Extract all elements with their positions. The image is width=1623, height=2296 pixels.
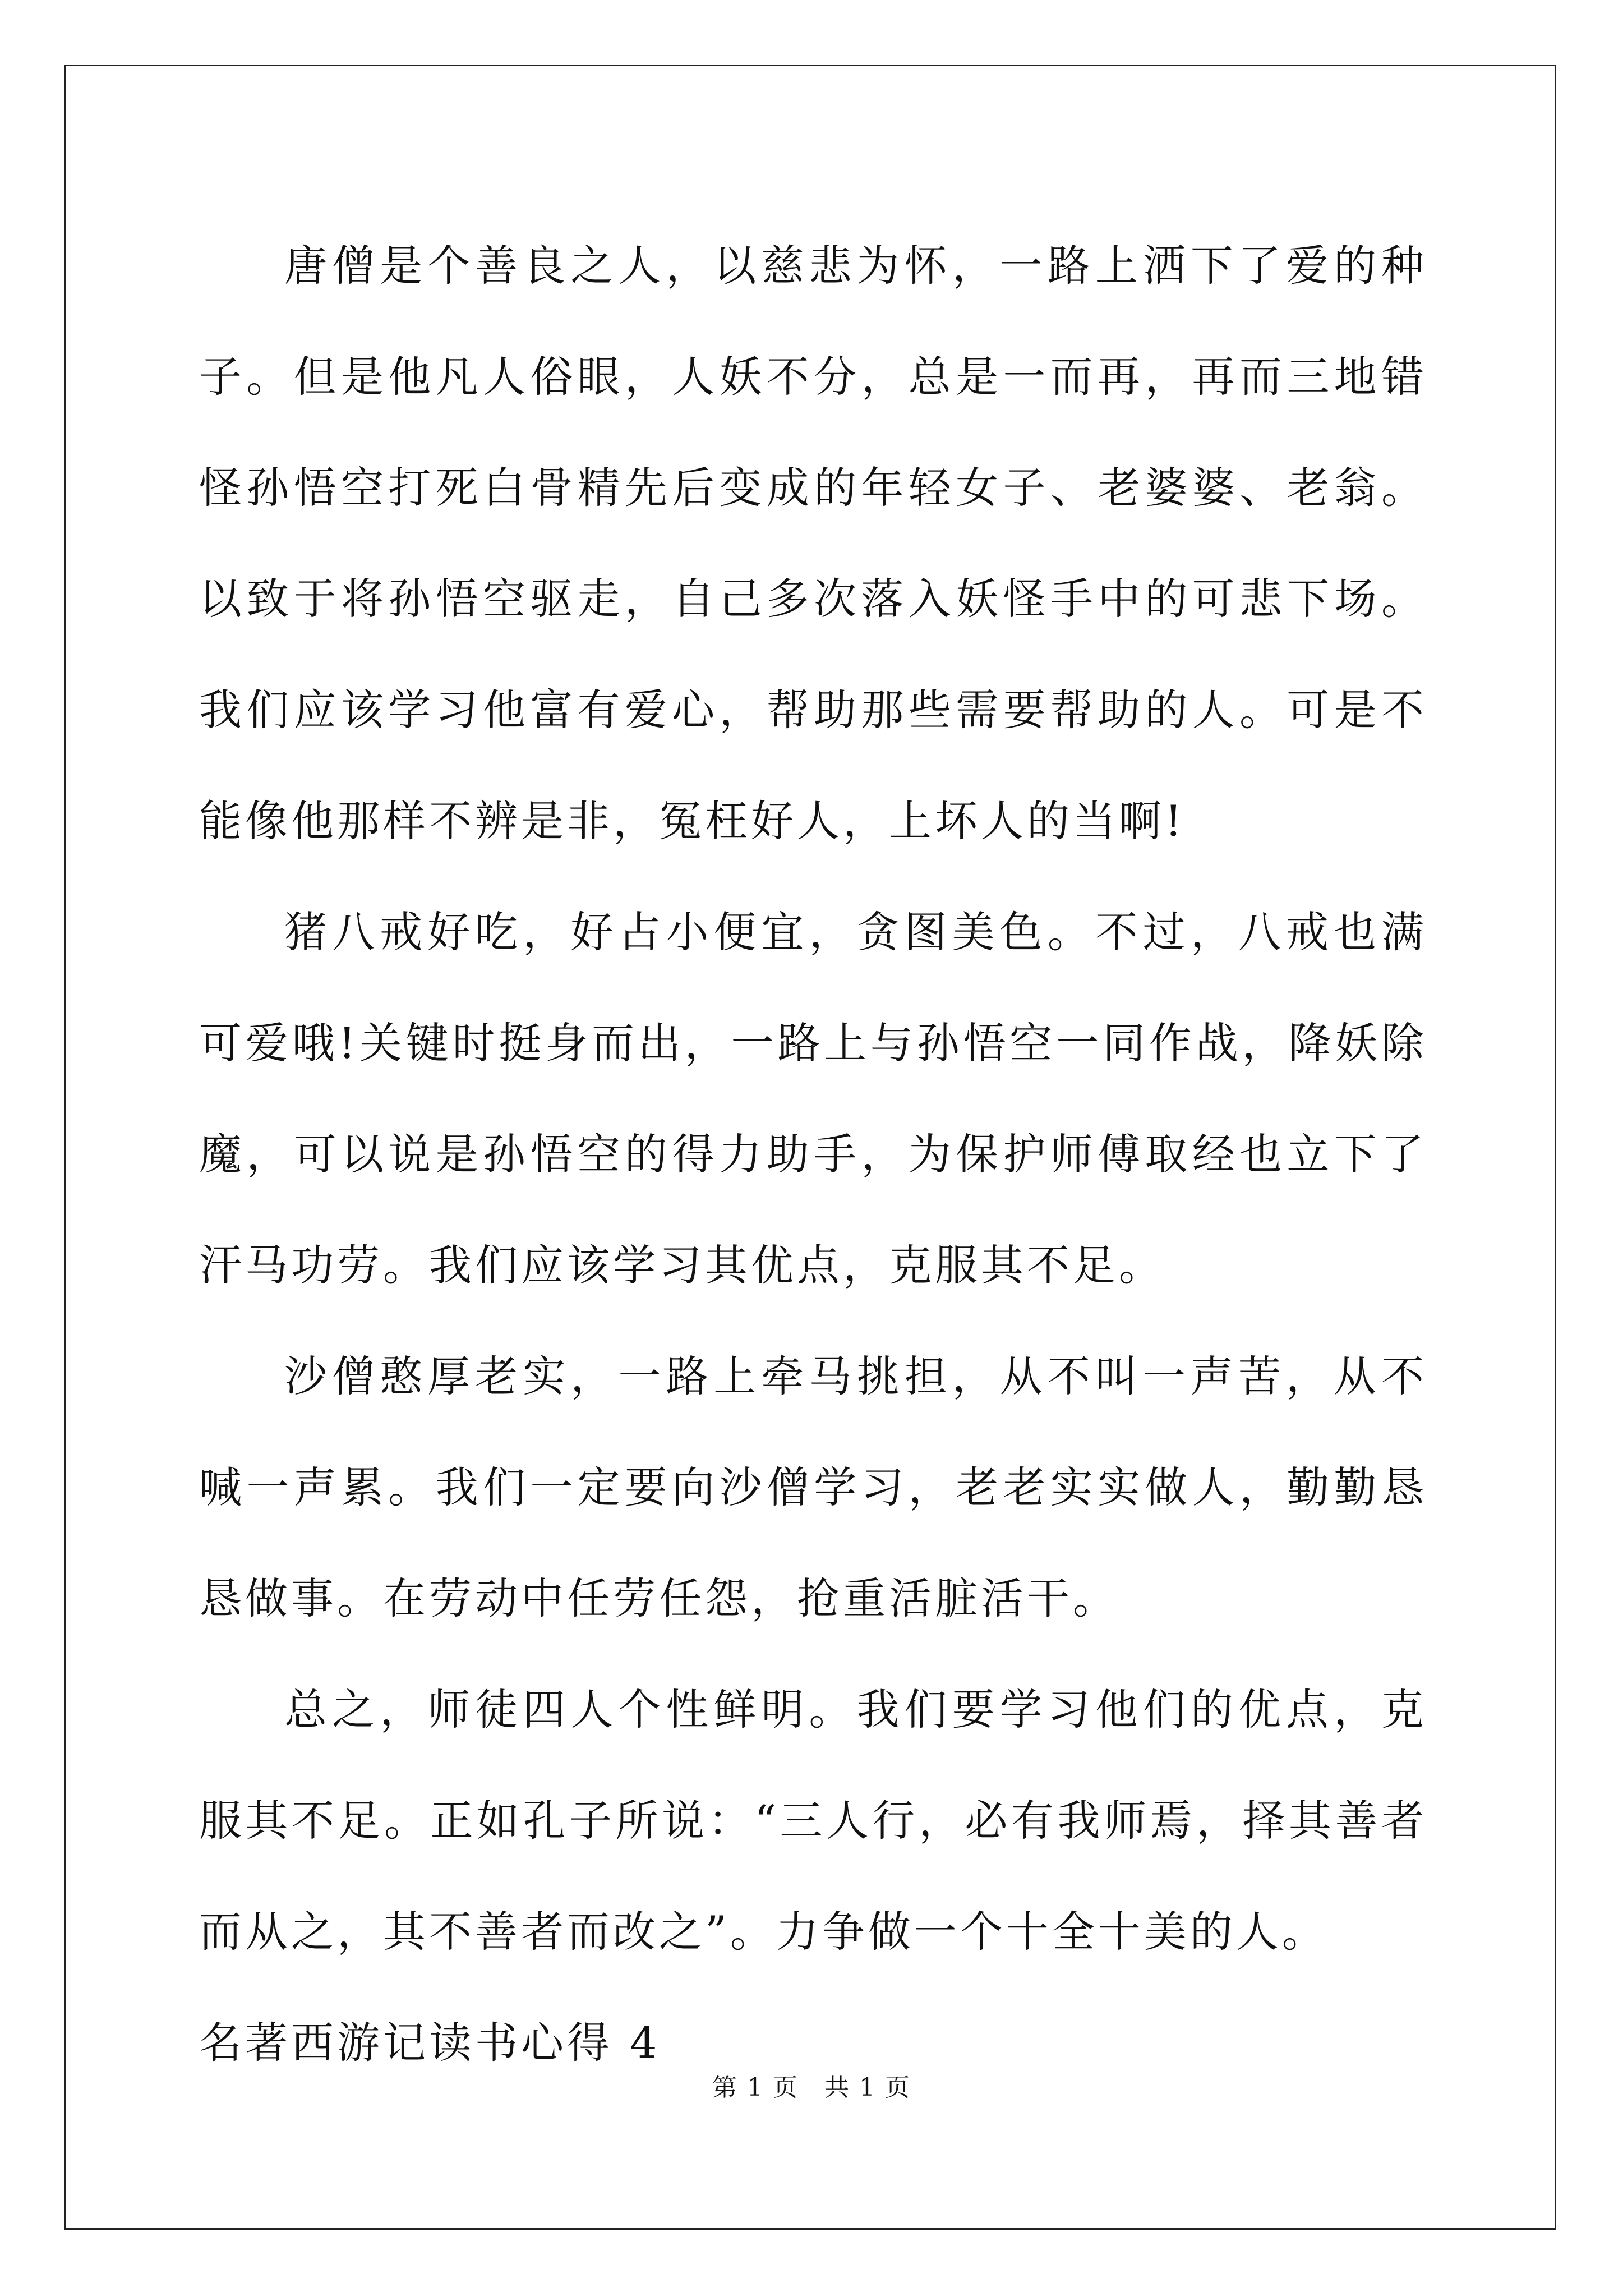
paragraph-tang-seng: 唐僧是个善良之人，以慈悲为怀，一路上洒下了爱的种子。但是他凡人俗眼，人妖不分，总是一而再，再而三地错怪孙悟空打死白骨精先后变成的年轻女子、老婆婆、老翁。以致于将孙悟空驱走，自己多次落入妖怪手中的可悲下场。我们应该学习他富有爱心，帮助那些需要帮助的人。可是不能像他那样不辨是非，冤枉好人，上坏人的当啊!	[199, 241, 1427, 846]
paragraph-conclusion: 总之，师徒四人个性鲜明。我们要学习他们的优点，克服其不足。正如孔子所说：“三人行，必有我师焉，择其善者而从之，其不善者而改之”。力争做一个十全十美的人。	[199, 1685, 1427, 1957]
section-title: 名著西游记读书心得 4	[199, 2018, 661, 2068]
document-body	[199, 210, 1427, 2099]
page-number-footer: 第 1 页 共 1 页	[712, 2073, 911, 2102]
paragraph-zhu-bajie: 猪八戒好吃，好占小便宜，贪图美色。不过，八戒也满可爱哦!关键时挺身而出，一路上与孙悟空一同作战，降妖除魔，可以说是孙悟空的得力助手，为保护师傅取经也立下了汗马功劳。我们应该学习其优点，克服其不足。	[199, 907, 1427, 1290]
paragraph-sha-seng: 沙僧憨厚老实，一路上牵马挑担，从不叫一声苦，从不喊一声累。我们一定要向沙僧学习，老老实实做人，勤勤恳恳做事。在劳动中任劳任怨，抢重活脏活干。	[199, 1351, 1427, 1623]
